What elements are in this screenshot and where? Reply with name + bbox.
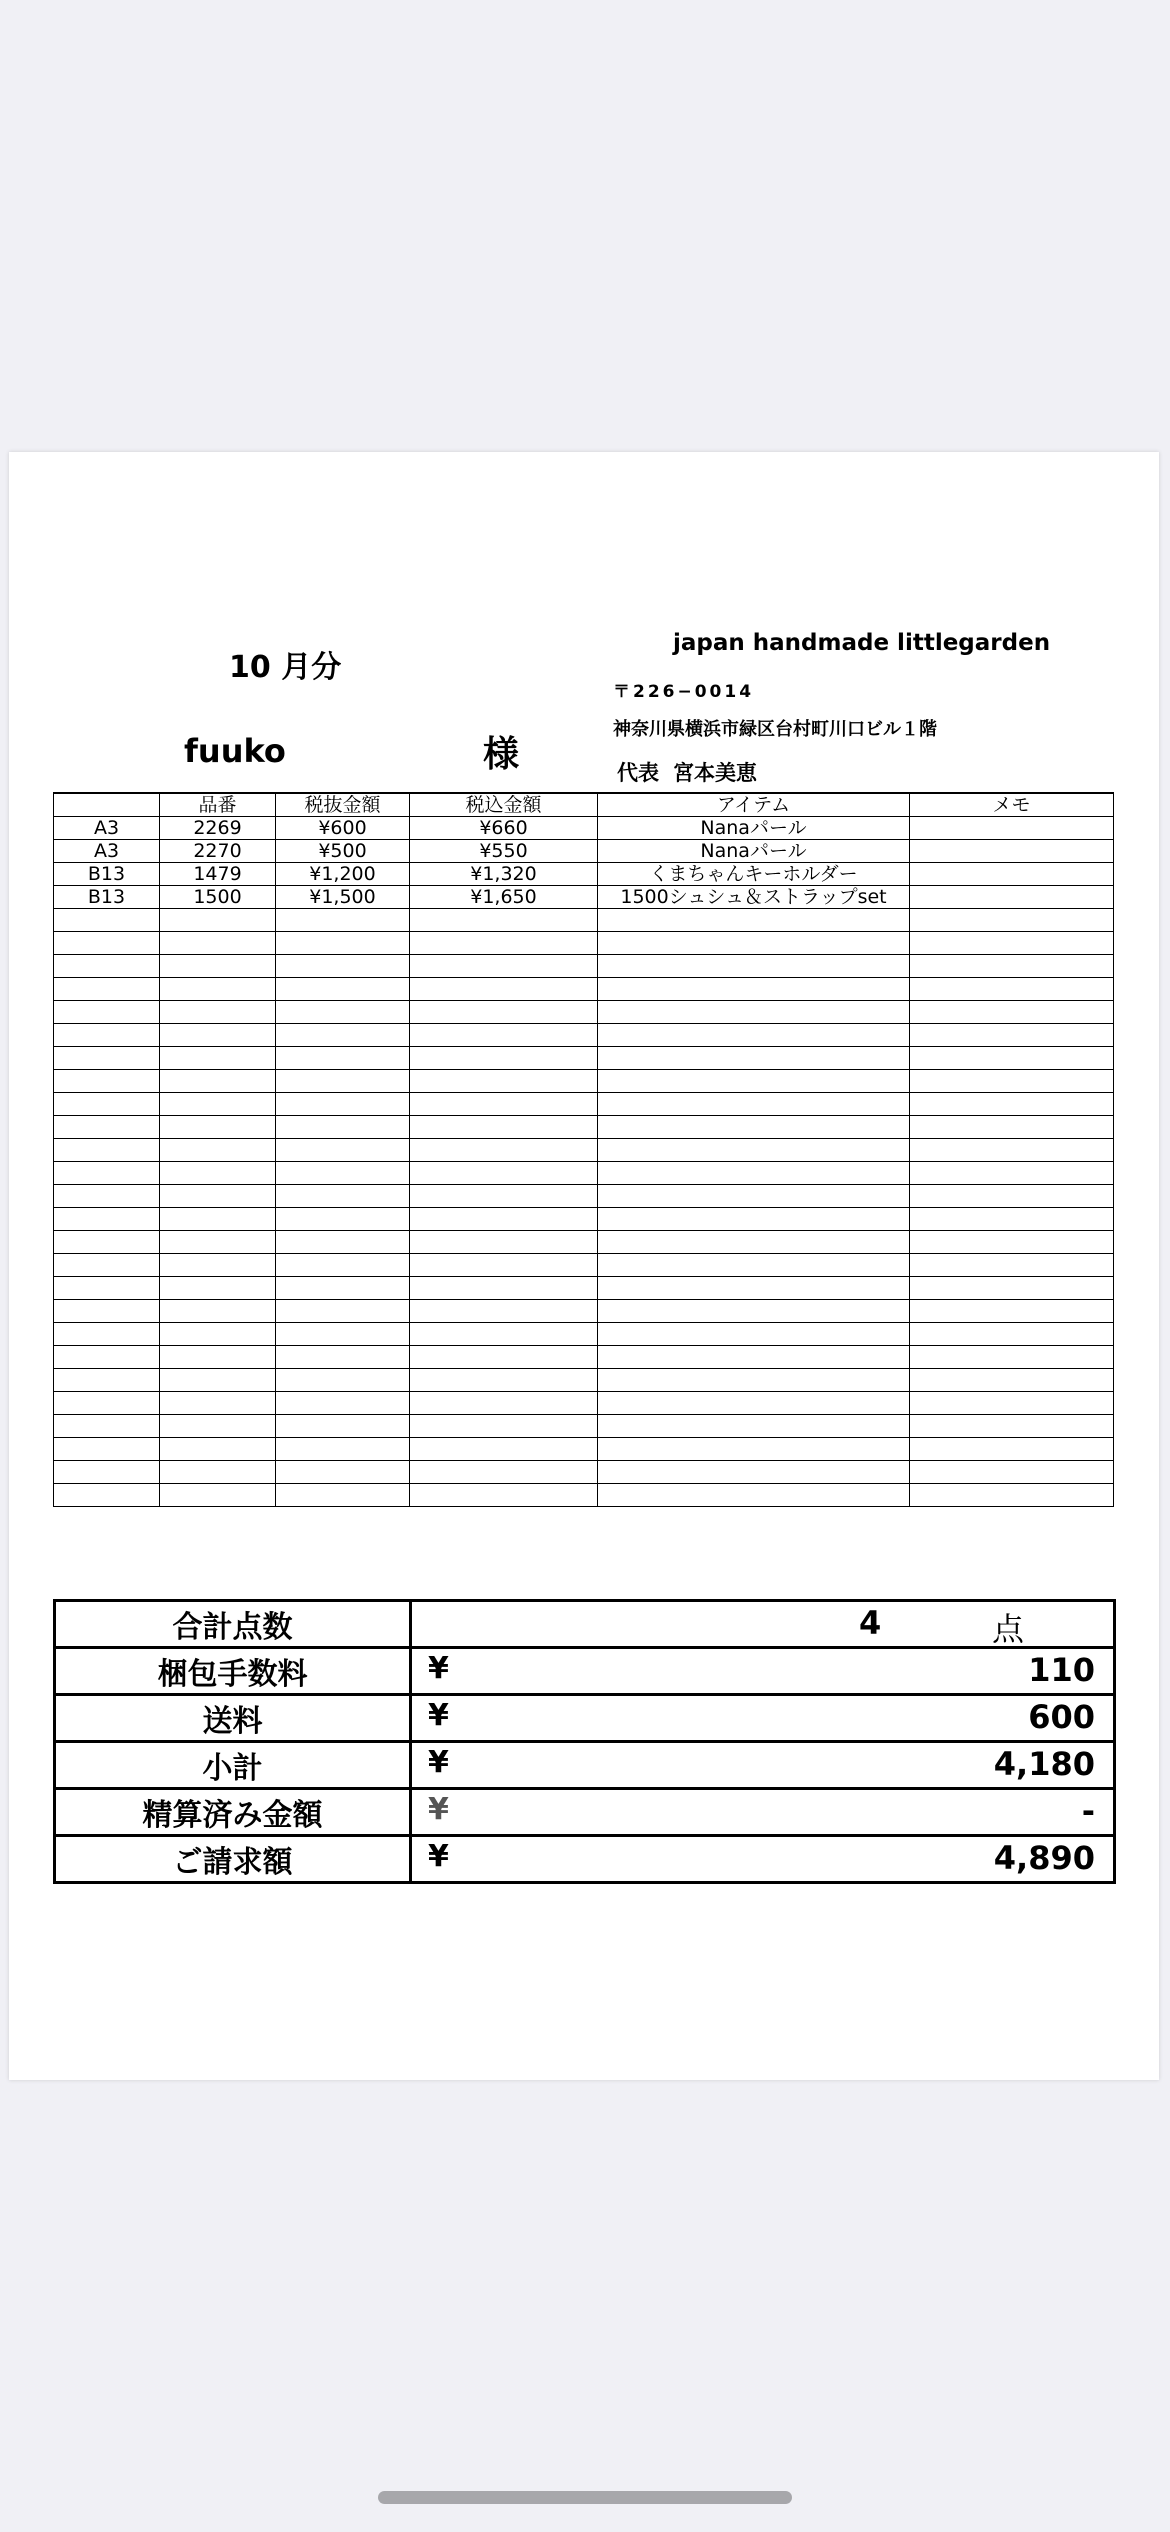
postal-code: 〒226−0014: [613, 682, 755, 702]
shipping-cell: [411, 1695, 1115, 1742]
table-cell: ¥1,320: [410, 863, 598, 886]
table-cell: [54, 1461, 160, 1484]
table-cell: [160, 1277, 276, 1300]
table-cell: [910, 1162, 1114, 1185]
table-cell: [276, 1001, 410, 1024]
empty-table-row: [54, 1001, 1114, 1024]
table-cell: [160, 955, 276, 978]
table-cell: [160, 1438, 276, 1461]
table-cell: [410, 1323, 598, 1346]
total-items-label: 合計点数: [55, 1601, 411, 1648]
table-cell: [910, 1231, 1114, 1254]
table-cell: [276, 1093, 410, 1116]
table-cell: [276, 1116, 410, 1139]
table-cell: [276, 1231, 410, 1254]
table-cell: [160, 1070, 276, 1093]
table-cell: [276, 1484, 410, 1507]
representative: [617, 757, 757, 787]
table-cell: [598, 1001, 910, 1024]
table-row: [54, 840, 1114, 863]
table-cell: [276, 978, 410, 1001]
empty-table-row: [54, 932, 1114, 955]
table-row: [54, 886, 1114, 909]
table-cell: [160, 1162, 276, 1185]
table-cell: [54, 955, 160, 978]
table-cell: [410, 1024, 598, 1047]
table-cell: [410, 1116, 598, 1139]
billing-cell: [411, 1836, 1115, 1883]
table-cell: [54, 978, 160, 1001]
packing-fee-label: 梱包手数料: [55, 1648, 411, 1695]
honorific: 様: [483, 734, 520, 775]
table-cell: [910, 1369, 1114, 1392]
table-cell: [160, 1024, 276, 1047]
table-cell: [276, 1346, 410, 1369]
empty-table-row: [54, 1346, 1114, 1369]
table-cell: [410, 1001, 598, 1024]
empty-table-row: [54, 1392, 1114, 1415]
table-cell: [54, 932, 160, 955]
table-cell: [598, 1461, 910, 1484]
table-cell: ¥550: [410, 840, 598, 863]
table-cell: 2270: [160, 840, 276, 863]
shipping-label: 送料: [55, 1695, 411, 1742]
table-cell: ¥600: [276, 817, 410, 840]
table-cell: くまちゃんキーホルダー: [598, 863, 910, 886]
table-cell: [160, 1415, 276, 1438]
table-cell: [598, 1185, 910, 1208]
table-cell: [276, 1208, 410, 1231]
table-cell: [160, 1231, 276, 1254]
representative-label: 代表: [617, 761, 659, 785]
table-cell: [910, 1047, 1114, 1070]
table-cell: [598, 909, 910, 932]
table-cell: [276, 1461, 410, 1484]
empty-table-row: [54, 1415, 1114, 1438]
table-cell: [410, 932, 598, 955]
table-cell: [54, 1254, 160, 1277]
table-cell: [160, 932, 276, 955]
representative-name: 宮本美恵: [673, 761, 757, 785]
table-cell: [54, 909, 160, 932]
table-cell: [598, 1300, 910, 1323]
table-cell: [160, 1461, 276, 1484]
table-cell: [598, 955, 910, 978]
table-cell: [598, 1093, 910, 1116]
table-cell: [410, 1208, 598, 1231]
table-cell: [160, 1484, 276, 1507]
table-cell: [410, 1392, 598, 1415]
table-cell: [276, 1438, 410, 1461]
subtotal-value: 4,180: [993, 1745, 1095, 1783]
table-cell: ¥1,500: [276, 886, 410, 909]
table-cell: [410, 1093, 598, 1116]
table-cell: [410, 1415, 598, 1438]
table-cell: [598, 1231, 910, 1254]
home-indicator[interactable]: [378, 2491, 792, 2504]
table-cell: [160, 1323, 276, 1346]
table-cell: [410, 1461, 598, 1484]
items-table: [53, 792, 1114, 1507]
empty-table-row: [54, 1484, 1114, 1507]
table-cell: [160, 1369, 276, 1392]
summary-row-packing-fee: [55, 1648, 1115, 1695]
summary-row-billing: [55, 1836, 1115, 1883]
table-cell: [598, 932, 910, 955]
empty-table-row: [54, 1277, 1114, 1300]
table-cell: 2269: [160, 817, 276, 840]
table-cell: [276, 909, 410, 932]
table-cell: [910, 1484, 1114, 1507]
table-row: [54, 817, 1114, 840]
settled-cell: [411, 1789, 1115, 1836]
billing-label: ご請求額: [55, 1836, 411, 1883]
table-cell: [598, 1139, 910, 1162]
column-header: アイテム: [598, 793, 910, 817]
table-cell: [276, 1139, 410, 1162]
yen-symbol: ¥: [428, 1839, 449, 1874]
empty-table-row: [54, 1162, 1114, 1185]
table-cell: [410, 1231, 598, 1254]
table-cell: ¥500: [276, 840, 410, 863]
table-cell: [276, 1024, 410, 1047]
empty-table-row: [54, 909, 1114, 932]
table-cell: [910, 1392, 1114, 1415]
table-cell: A3: [54, 817, 160, 840]
table-cell: [410, 1070, 598, 1093]
empty-table-row: [54, 1438, 1114, 1461]
table-cell: [910, 1024, 1114, 1047]
yen-symbol: ¥: [428, 1651, 449, 1686]
invoice-sheet: [9, 452, 1159, 2080]
empty-table-row: [54, 1024, 1114, 1047]
table-cell: [910, 863, 1114, 886]
table-cell: [54, 1185, 160, 1208]
table-cell: ¥1,200: [276, 863, 410, 886]
table-cell: [54, 1093, 160, 1116]
table-cell: [276, 1323, 410, 1346]
subtotal-cell: [411, 1742, 1115, 1789]
table-cell: [410, 1162, 598, 1185]
table-cell: [598, 1484, 910, 1507]
company-name: japan handmade littlegarden: [673, 630, 1051, 656]
table-cell: [54, 1484, 160, 1507]
empty-table-row: [54, 1070, 1114, 1093]
table-cell: 1500シュシュ＆ストラップset: [598, 886, 910, 909]
table-cell: [276, 1047, 410, 1070]
table-cell: [598, 1070, 910, 1093]
column-header: メモ: [910, 793, 1114, 817]
table-cell: [410, 1300, 598, 1323]
column-header: 税抜金額: [276, 793, 410, 817]
empty-table-row: [54, 955, 1114, 978]
summary-row-subtotal: [55, 1742, 1115, 1789]
table-cell: [160, 1208, 276, 1231]
empty-table-row: [54, 1323, 1114, 1346]
summary-row-total-items: [55, 1601, 1115, 1648]
total-items-unit: 点: [992, 1610, 1025, 1648]
billing-month: 10 月分: [229, 650, 342, 685]
table-cell: [54, 1323, 160, 1346]
table-cell: [54, 1300, 160, 1323]
yen-symbol: ¥: [428, 1698, 449, 1733]
table-cell: [910, 978, 1114, 1001]
table-cell: [160, 1139, 276, 1162]
table-cell: [276, 1162, 410, 1185]
table-cell: [54, 1277, 160, 1300]
table-header-row: [54, 793, 1114, 817]
total-items-cell: [411, 1601, 1115, 1648]
table-cell: [910, 1277, 1114, 1300]
table-cell: [910, 1300, 1114, 1323]
billing-value: 4,890: [993, 1839, 1095, 1877]
table-cell: [54, 1392, 160, 1415]
table-cell: [276, 955, 410, 978]
table-cell: [54, 1047, 160, 1070]
table-cell: 1500: [160, 886, 276, 909]
table-cell: [160, 1346, 276, 1369]
empty-table-row: [54, 1231, 1114, 1254]
table-cell: [54, 1024, 160, 1047]
summary-table: [53, 1599, 1116, 1884]
table-cell: [276, 1300, 410, 1323]
table-cell: [598, 1254, 910, 1277]
empty-table-row: [54, 978, 1114, 1001]
table-cell: [598, 1392, 910, 1415]
table-cell: [410, 1346, 598, 1369]
shipping-value: 600: [1028, 1698, 1095, 1736]
empty-table-row: [54, 1208, 1114, 1231]
table-cell: [54, 1369, 160, 1392]
table-cell: [598, 1438, 910, 1461]
packing-fee-value: 110: [1028, 1651, 1095, 1689]
table-cell: [598, 1024, 910, 1047]
table-cell: [160, 1254, 276, 1277]
table-cell: [410, 1254, 598, 1277]
table-cell: [54, 1116, 160, 1139]
empty-table-row: [54, 1093, 1114, 1116]
table-cell: [276, 1369, 410, 1392]
column-header: [54, 793, 160, 817]
table-cell: [598, 978, 910, 1001]
yen-symbol: ¥: [428, 1792, 449, 1827]
table-cell: [410, 1277, 598, 1300]
empty-table-row: [54, 1300, 1114, 1323]
table-cell: [598, 1116, 910, 1139]
table-cell: Nanaパール: [598, 817, 910, 840]
table-cell: [910, 1346, 1114, 1369]
summary-row-shipping: [55, 1695, 1115, 1742]
table-cell: [54, 1162, 160, 1185]
table-cell: [160, 1392, 276, 1415]
table-cell: [410, 955, 598, 978]
table-cell: [54, 1208, 160, 1231]
table-cell: ¥660: [410, 817, 598, 840]
table-cell: [276, 1415, 410, 1438]
table-cell: [598, 1415, 910, 1438]
table-cell: [160, 1116, 276, 1139]
table-cell: [910, 817, 1114, 840]
settled-label: 精算済み金額: [55, 1789, 411, 1836]
table-cell: [910, 1461, 1114, 1484]
table-cell: B13: [54, 863, 160, 886]
empty-table-row: [54, 1254, 1114, 1277]
empty-table-row: [54, 1369, 1114, 1392]
yen-symbol: ¥: [428, 1745, 449, 1780]
table-cell: [276, 1070, 410, 1093]
table-cell: [910, 1070, 1114, 1093]
packing-fee-cell: [411, 1648, 1115, 1695]
table-cell: [410, 1369, 598, 1392]
table-cell: [54, 1001, 160, 1024]
table-cell: [276, 1277, 410, 1300]
table-cell: [910, 1185, 1114, 1208]
column-header: 品番: [160, 793, 276, 817]
table-cell: [598, 1369, 910, 1392]
table-cell: [276, 1392, 410, 1415]
company-address: 神奈川県横浜市緑区台村町川口ビル１階: [613, 719, 937, 740]
table-cell: [910, 1116, 1114, 1139]
empty-table-row: [54, 1185, 1114, 1208]
empty-table-row: [54, 1139, 1114, 1162]
column-header: 税込金額: [410, 793, 598, 817]
table-cell: [910, 909, 1114, 932]
table-cell: [410, 1185, 598, 1208]
table-cell: [54, 1346, 160, 1369]
table-cell: [910, 1208, 1114, 1231]
empty-table-row: [54, 1116, 1114, 1139]
table-cell: [276, 1254, 410, 1277]
table-cell: [160, 978, 276, 1001]
empty-table-row: [54, 1047, 1114, 1070]
table-cell: [910, 1093, 1114, 1116]
table-cell: 1479: [160, 863, 276, 886]
table-cell: A3: [54, 840, 160, 863]
table-cell: [910, 932, 1114, 955]
table-cell: [160, 909, 276, 932]
table-cell: [910, 886, 1114, 909]
table-cell: [910, 1323, 1114, 1346]
table-cell: [910, 840, 1114, 863]
table-cell: [160, 1001, 276, 1024]
table-cell: [410, 978, 598, 1001]
table-cell: [160, 1093, 276, 1116]
summary-row-settled: [55, 1789, 1115, 1836]
table-cell: ¥1,650: [410, 886, 598, 909]
table-cell: [54, 1438, 160, 1461]
table-cell: [160, 1300, 276, 1323]
empty-table-row: [54, 1461, 1114, 1484]
table-cell: [598, 1323, 910, 1346]
table-cell: [598, 1346, 910, 1369]
table-cell: [598, 1208, 910, 1231]
table-cell: [54, 1070, 160, 1093]
table-cell: Nanaパール: [598, 840, 910, 863]
table-cell: [910, 1139, 1114, 1162]
table-cell: [54, 1139, 160, 1162]
table-cell: B13: [54, 886, 160, 909]
table-row: [54, 863, 1114, 886]
table-cell: [410, 1438, 598, 1461]
subtotal-label: 小計: [55, 1742, 411, 1789]
table-cell: [598, 1162, 910, 1185]
table-cell: [910, 1001, 1114, 1024]
table-cell: [910, 1415, 1114, 1438]
table-cell: [54, 1231, 160, 1254]
table-cell: [598, 1277, 910, 1300]
table-cell: [410, 1047, 598, 1070]
table-cell: [910, 1254, 1114, 1277]
table-cell: [410, 1484, 598, 1507]
table-cell: [160, 1185, 276, 1208]
settled-value: -: [1081, 1792, 1095, 1830]
table-cell: [410, 909, 598, 932]
table-cell: [410, 1139, 598, 1162]
total-items-value: 4: [859, 1604, 882, 1642]
table-cell: [276, 932, 410, 955]
customer-name: fuuko: [184, 732, 286, 770]
table-cell: [160, 1047, 276, 1070]
table-cell: [910, 1438, 1114, 1461]
table-cell: [54, 1415, 160, 1438]
table-cell: [276, 1185, 410, 1208]
table-cell: [910, 955, 1114, 978]
table-cell: [598, 1047, 910, 1070]
